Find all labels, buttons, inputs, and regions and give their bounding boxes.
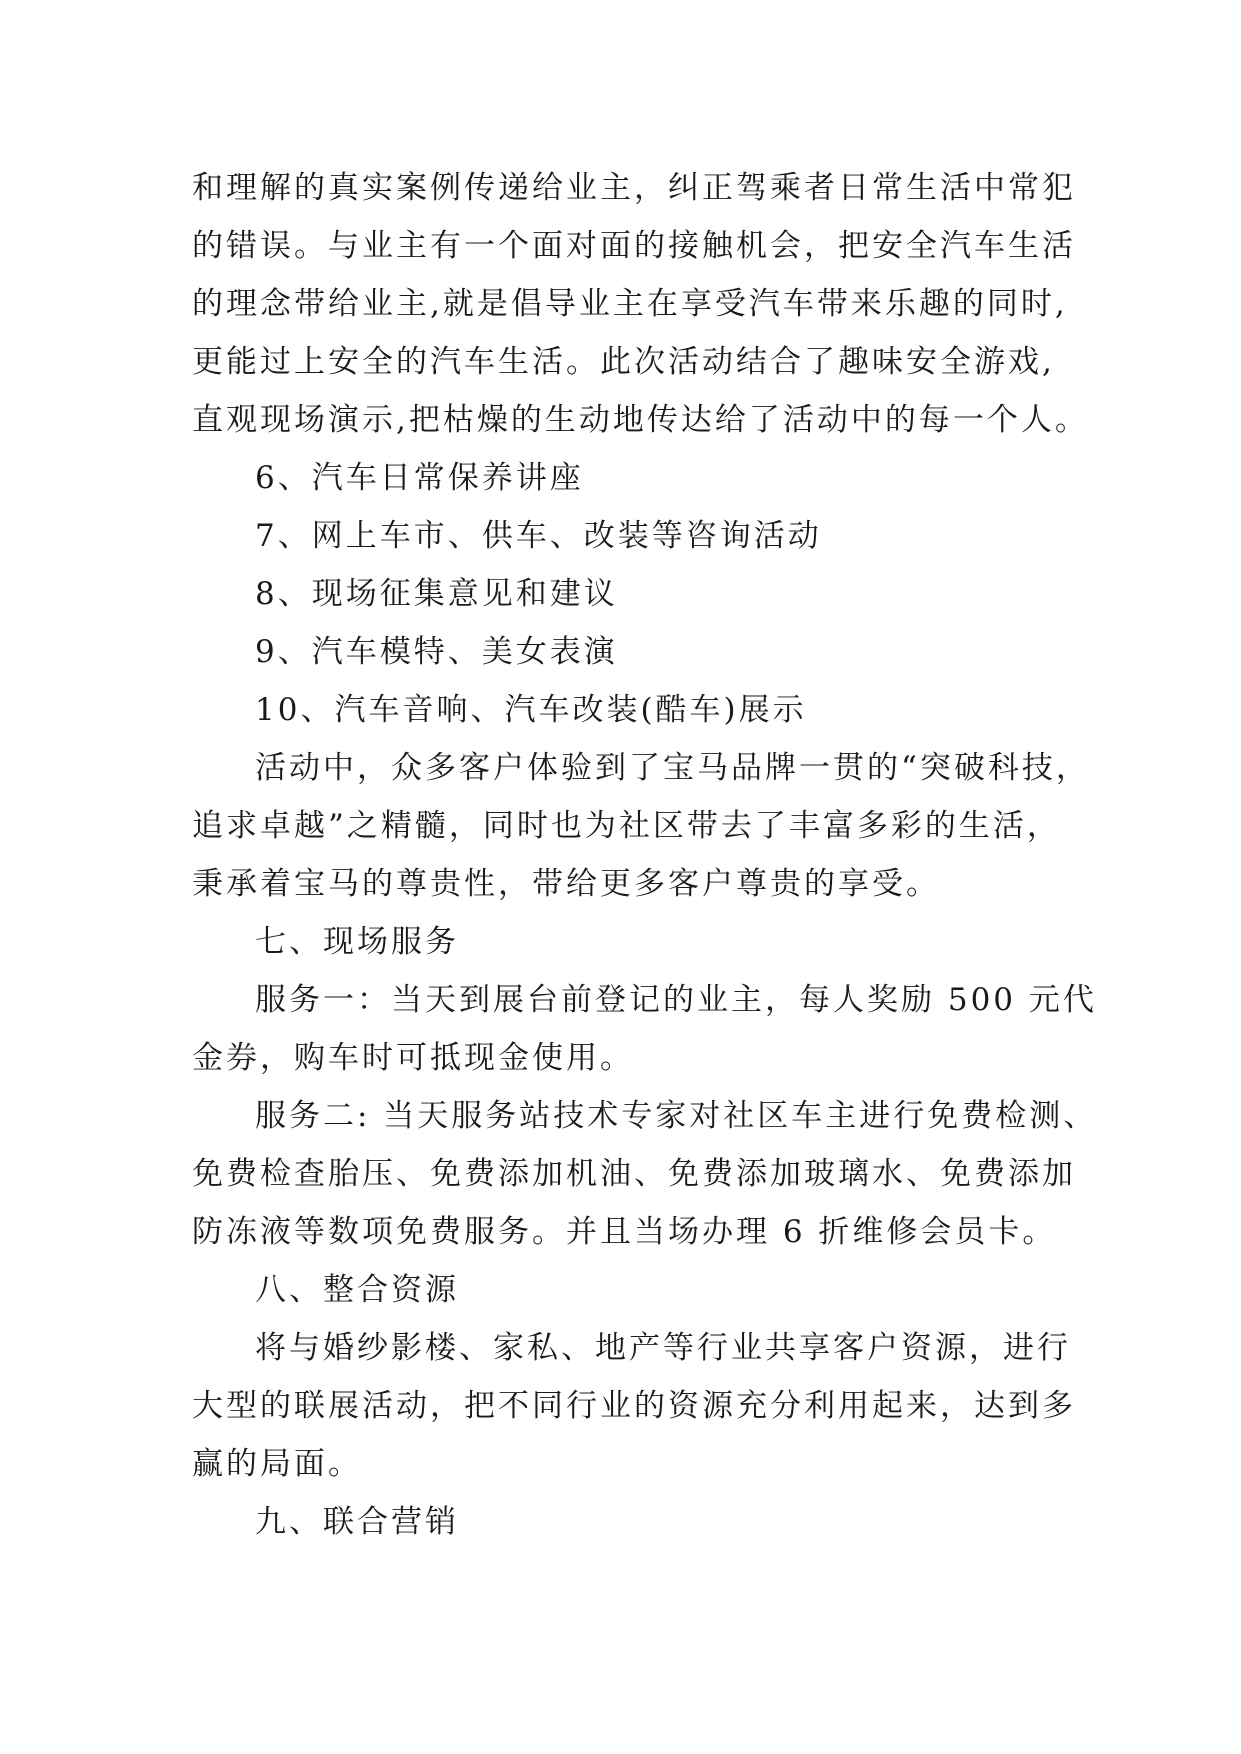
text-line: 服务一：当天到展台前登记的业主，每人奖励 500 元代 <box>255 982 1097 1018</box>
text-line: 追求卓越”之精髓，同时也为社区带去了丰富多彩的生活， <box>192 808 1061 844</box>
text-line: 和理解的真实案例传递给业主，纠正驾乘者日常生活中常犯 <box>192 170 1076 206</box>
text-line: 更能过上安全的汽车生活。此次活动结合了趣味安全游戏, <box>192 344 1055 380</box>
text-line: 秉承着宝马的尊贵性，带给更多客户尊贵的享受。 <box>192 866 940 902</box>
text-line: 将与婚纱影楼、家私、地产等行业共享客户资源，进行 <box>255 1330 1071 1366</box>
text-line: 免费检查胎压、免费添加机油、免费添加玻璃水、免费添加 <box>192 1156 1076 1192</box>
list-item: 6、汽车日常保养讲座 <box>255 460 584 496</box>
list-item: 8、现场征集意见和建议 <box>255 576 618 612</box>
section-heading: 七、现场服务 <box>255 924 459 960</box>
text-line: 防冻液等数项免费服务。并且当场办理 6 折维修会员卡。 <box>192 1214 1057 1250</box>
text-line: 服务二: 当天服务站技术专家对社区车主进行免费检测、 <box>255 1098 1098 1134</box>
text-line: 的理念带给业主,就是倡导业主在享受汽车带来乐趣的同时, <box>192 286 1068 322</box>
text-line: 金券，购车时可抵现金使用。 <box>192 1040 634 1076</box>
list-item: 10、汽车音响、汽车改装(酷车)展示 <box>255 692 807 728</box>
text-line: 的错误。与业主有一个面对面的接触机会，把安全汽车生活 <box>192 228 1076 264</box>
text-line: 大型的联展活动，把不同行业的资源充分利用起来，达到多 <box>192 1388 1076 1424</box>
text-line: 活动中，众多客户体验到了宝马品牌一贯的“突破科技， <box>255 750 1090 786</box>
list-item: 7、网上车市、供车、改装等咨询活动 <box>255 518 822 554</box>
text-line: 直观现场演示,把枯燥的生动地传达给了活动中的每一个人。 <box>192 402 1089 438</box>
list-item: 9、汽车模特、美女表演 <box>255 634 618 670</box>
section-heading: 八、整合资源 <box>255 1272 459 1308</box>
section-heading: 九、联合营销 <box>255 1504 459 1540</box>
text-line: 赢的局面。 <box>192 1446 362 1482</box>
